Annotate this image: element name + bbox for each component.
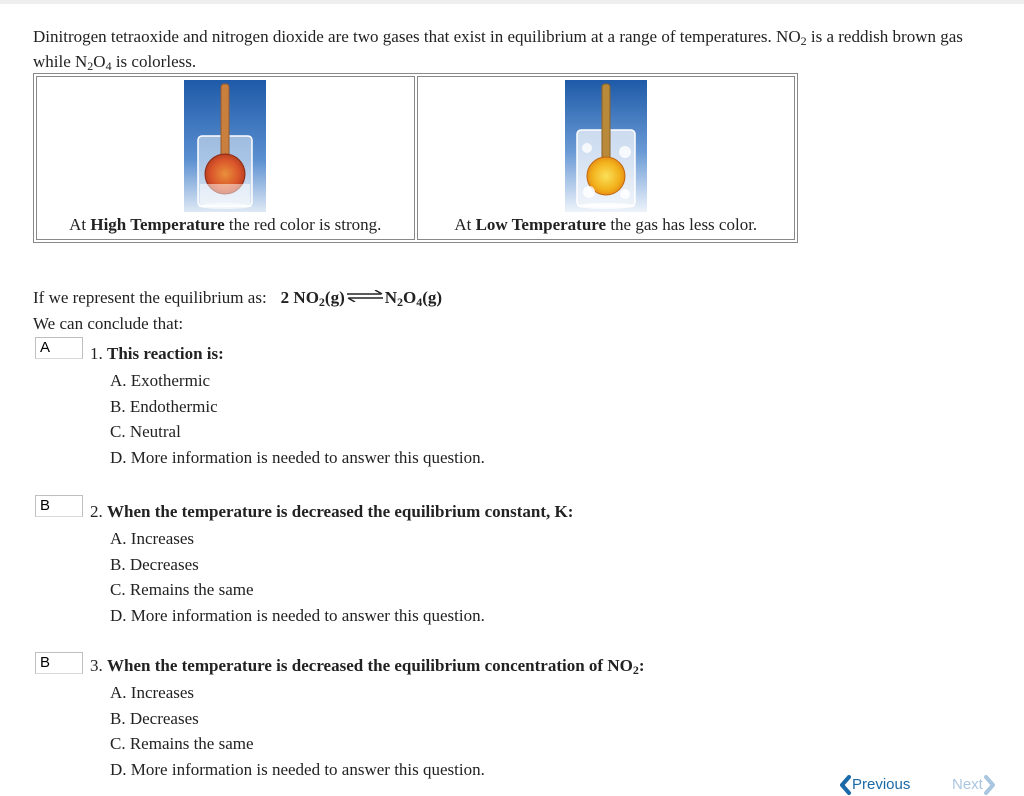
previous-button[interactable]: [838, 774, 910, 796]
option-b: B. Decreases: [110, 708, 199, 728]
question-3: [90, 654, 990, 783]
question-text: When the temperature is decreased the equilibrium constant, K:: [107, 502, 574, 521]
question-text: When the temperature is decreased the equilibrium concentration of $NO_2$:: [107, 656, 645, 677]
answer-input-2[interactable]: B: [35, 495, 83, 517]
question-number: 2.: [90, 502, 103, 521]
question-1: [90, 342, 990, 471]
option-c: C. Remains the same: [110, 580, 254, 600]
equilibrium-statement: If we represent the equilibrium as: 2 $NO_2(g)$ $N_2O_4(g)$: [33, 288, 443, 309]
equilibrium-arrow-icon: [345, 290, 385, 302]
low-temperature-caption: At Low Temperature the gas has less color.: [454, 215, 758, 234]
option-a: A. Increases: [110, 529, 195, 548]
low-temperature-cell: [417, 76, 796, 240]
answer-input-3[interactable]: B: [35, 652, 83, 674]
question-2: [90, 500, 990, 629]
option-d: D. More information is needed to answer this question.: [110, 606, 485, 626]
next-label: Next: [952, 776, 983, 793]
option-b: B. Decreases: [110, 554, 199, 574]
option-c: C. Remains the same: [110, 734, 254, 754]
chevron-right-icon: [983, 775, 997, 795]
hot-flask-photo: [184, 80, 266, 212]
conclusion-lead: We can conclude that:: [33, 314, 184, 333]
high-temperature-caption: At High Temperature the red color is strong.: [69, 215, 382, 234]
equilibrium-equation: 2 $NO_2(g)$ $N_2O_4(g)$: [280, 288, 443, 309]
previous-label: Previous: [852, 776, 911, 793]
question-text: This reaction is:: [107, 344, 224, 363]
option-list: [110, 680, 990, 783]
option-c: C. Neutral: [110, 422, 181, 442]
option-b: B. Endothermic: [110, 396, 218, 416]
question-number: 3.: [90, 656, 103, 675]
chevron-left-icon: [838, 775, 852, 795]
top-divider: [0, 0, 1024, 4]
option-a: A. Exothermic: [110, 371, 211, 390]
option-list: [110, 368, 990, 471]
option-list: [110, 526, 990, 629]
option-a: A. Increases: [110, 683, 195, 702]
intro-paragraph: Dinitrogen tetraoxide and nitrogen dioxide are two gases that exist in equilibrium at a range of temperatures. $NO_2$ is a reddish brown gas while $N_2O_4$ is colorless.: [33, 27, 963, 73]
option-d: D. More information is needed to answer this question.: [110, 760, 485, 780]
high-temperature-cell: [36, 76, 415, 240]
question-number: 1.: [90, 344, 103, 363]
cold-flask-photo: [565, 80, 647, 212]
temperature-figure-table: [33, 73, 798, 243]
next-button[interactable]: [952, 774, 997, 796]
answer-input-1[interactable]: A: [35, 337, 83, 359]
option-d: D. More information is needed to answer this question.: [110, 448, 485, 468]
